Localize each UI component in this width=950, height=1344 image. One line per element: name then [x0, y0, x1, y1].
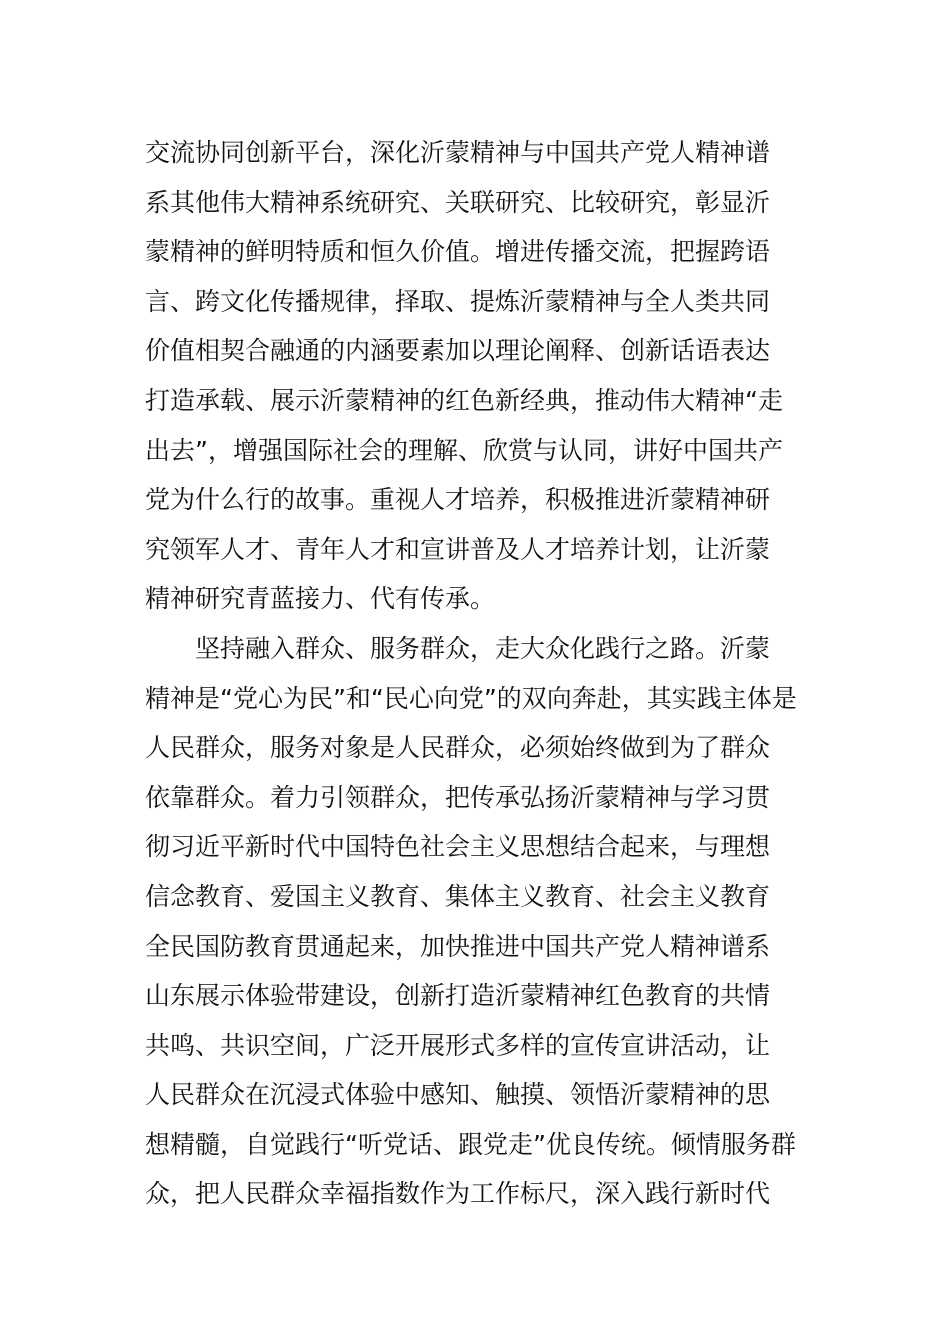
- text-line: 山东展示体验带建设，创新打造沂蒙精神红色教育的共情: [145, 981, 771, 1011]
- text-line: 系其他伟大精神系统研究、关联研究、比较研究，彰显沂: [145, 187, 771, 217]
- text-line: 彻习近平新时代中国特色社会主义思想结合起来，与理想: [145, 832, 771, 862]
- text-line: 精神研究青蓝接力、代有传承。: [145, 584, 496, 614]
- text-line: 党为什么行的故事。重视人才培养，积极推进沂蒙精神研: [145, 485, 771, 515]
- text-line: 人民群众在沉浸式体验中感知、触摸、领悟沂蒙精神的思: [145, 1080, 771, 1110]
- paragraph-start-line: 坚持融入群众、服务群众，走大众化践行之路。沂蒙: [195, 633, 771, 663]
- text-line: 出去”，增强国际社会的理解、欣赏与认同，讲好中国共产: [145, 435, 783, 465]
- text-line: 全民国防教育贯通起来，加快推进中国共产党人精神谱系: [145, 931, 771, 961]
- text-line: 言、跨文化传播规律，择取、提炼沂蒙精神与全人类共同: [145, 286, 771, 316]
- text-line: 精神是“党心为民”和“民心向党”的双向奔赴，其实践主体是: [145, 683, 797, 713]
- text-line: 蒙精神的鲜明特质和恒久价值。增进传播交流，把握跨语: [145, 237, 771, 267]
- text-line: 究领军人才、青年人才和宣讲普及人才培养计划，让沂蒙: [145, 534, 771, 564]
- text-line: 打造承载、展示沂蒙精神的红色新经典，推动伟大精神“走: [145, 385, 783, 415]
- text-line: 共鸣、共识空间，广泛开展形式多样的宣传宣讲活动，让: [145, 1030, 771, 1060]
- text-line: 价值相契合融通的内涵要素加以理论阐释、创新话语表达: [145, 336, 771, 366]
- text-line: 众，把人民群众幸福指数作为工作标尺，深入践行新时代: [145, 1179, 771, 1209]
- text-line: 依靠群众。着力引领群众，把传承弘扬沂蒙精神与学习贯: [145, 782, 771, 812]
- text-line: 信念教育、爱国主义教育、集体主义教育、社会主义教育: [145, 881, 771, 911]
- text-line: 想精髓，自觉践行“听党话、跟党走”优良传统。倾情服务群: [145, 1129, 796, 1159]
- body-text: [145, 128, 807, 1219]
- text-line: 人民群众，服务对象是人民群众，必须始终做到为了群众: [145, 733, 771, 763]
- text-line: 交流协同创新平台，深化沂蒙精神与中国共产党人精神谱: [145, 138, 771, 167]
